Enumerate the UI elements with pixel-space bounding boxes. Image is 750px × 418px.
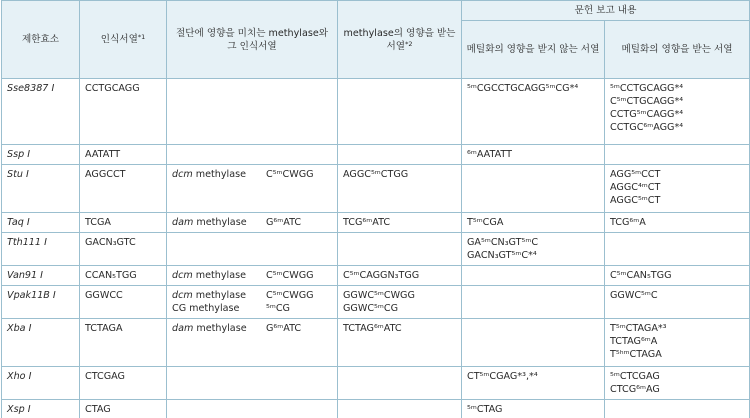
- methylase-name: dam methylase: [172, 323, 247, 334]
- methylase-name: dcm methylase: [172, 290, 246, 301]
- recognition-cell: [80, 400, 167, 418]
- affected-cell: [338, 145, 462, 165]
- not-affected-cell: [462, 165, 605, 213]
- affected-lit-seq: TCG⁶ᵐA: [610, 217, 646, 228]
- methylase-name: dcm methylase: [172, 270, 246, 281]
- methylase-cell: [167, 367, 338, 400]
- not-affected-seq: ⁵ᵐCGCCTGCAGG⁵ᵐCG*⁴: [467, 83, 579, 94]
- recognition-seq: CCTGCAGG: [85, 83, 140, 94]
- not-affected-cell: [462, 145, 605, 165]
- affected-lit-seq: CTCG⁶ᵐAG: [610, 384, 660, 395]
- affected-lit-seq: CCTGC⁶ᵐAGG*⁴: [610, 122, 684, 133]
- affected-lit-cell: [605, 145, 750, 165]
- header-recognition: 인식서열$^{*1}$: [80, 1, 167, 79]
- affected-lit-seq: GGWC⁵ᵐC: [610, 290, 658, 301]
- enzyme-name: Sse8387 I: [7, 83, 55, 94]
- methylase-name: dam methylase: [172, 217, 247, 228]
- table-row: [2, 213, 750, 233]
- not-affected-seq: GACN₃GT⁵ᵐC*⁴: [467, 250, 537, 261]
- not-affected-cell: [462, 79, 605, 145]
- affected-cell: [338, 79, 462, 145]
- affected-lit-seq: AGGC⁴ᵐCT: [610, 182, 661, 193]
- affected-lit-seq: AGGC⁵ᵐCT: [610, 195, 661, 206]
- affected-lit-seq: ⁵ᵐCTCGAG: [610, 371, 660, 382]
- recognition-seq: TCTAGA: [85, 323, 123, 334]
- affected-lit-seq: T⁵ʰᵐCTAGA: [610, 349, 662, 360]
- recognition-cell: [80, 213, 167, 233]
- recognition-cell: [80, 79, 167, 145]
- table-row: [2, 165, 750, 213]
- enzyme-name: Xho I: [7, 371, 32, 382]
- methylase-name: CG methylase: [172, 303, 240, 314]
- methylase-cell: [167, 266, 338, 286]
- table-body: [2, 79, 750, 418]
- not-affected-cell: [462, 213, 605, 233]
- affected-lit-cell: [605, 319, 750, 367]
- not-affected-cell: [462, 286, 605, 319]
- table-row: [2, 79, 750, 145]
- affected-lit-seq: T⁵ᵐCTAGA*³: [610, 323, 667, 334]
- affected-lit-seq: AGG⁵ᵐCCT: [610, 169, 661, 180]
- recognition-cell: [80, 266, 167, 286]
- enzyme-cell: [2, 286, 80, 319]
- affected-cell: [338, 367, 462, 400]
- table-row: [2, 400, 750, 418]
- recognition-cell: [80, 165, 167, 213]
- affected-cell: [338, 286, 462, 319]
- recognition-seq: GACN₃GTC: [85, 237, 136, 248]
- recognition-cell: [80, 233, 167, 266]
- affected-lit-seq: C⁵ᵐCTGCAGG*⁴: [610, 96, 684, 107]
- methylase-entry: [172, 269, 332, 282]
- affected-seq: GGWC⁵ᵐCG: [343, 303, 399, 314]
- methylase-entry: [172, 168, 332, 181]
- affected-cell: [338, 266, 462, 286]
- not-affected-seq: ⁶ᵐAATATT: [467, 149, 512, 160]
- table-row: [2, 266, 750, 286]
- recognition-seq: AATATT: [85, 149, 121, 160]
- methylase-seq: C⁵ᵐCWGG: [266, 270, 314, 281]
- affected-seq: TCTAG⁶ᵐATC: [343, 323, 402, 334]
- methylase-seq: C⁵ᵐCWGG: [266, 290, 314, 301]
- affected-cell: [338, 213, 462, 233]
- methylase-cell: [167, 79, 338, 145]
- not-affected-cell: [462, 367, 605, 400]
- methylase-cell: [167, 145, 338, 165]
- affected-seq: C⁵ᵐCAGGN₃TGG: [343, 270, 420, 281]
- recognition-seq: CTAG: [85, 404, 111, 415]
- enzyme-cell: [2, 367, 80, 400]
- affected-seq: AGGC⁵ᵐCTGG: [343, 169, 409, 180]
- recognition-seq: CCAN₅TGG: [85, 270, 137, 281]
- methylase-seq: C⁵ᵐCWGG: [266, 169, 314, 180]
- enzyme-name: Van91 I: [7, 270, 43, 281]
- enzyme-name: Stu I: [7, 169, 29, 180]
- not-affected-cell: [462, 400, 605, 418]
- not-affected-seq: ⁵ᵐCTAG: [467, 404, 503, 415]
- methylase-cell: [167, 400, 338, 418]
- enzyme-name: Xba I: [7, 323, 32, 334]
- enzyme-cell: [2, 79, 80, 145]
- methylase-cell: [167, 233, 338, 266]
- table-row: [2, 319, 750, 367]
- methylase-cell: [167, 319, 338, 367]
- methylase-entry: [172, 216, 332, 229]
- affected-cell: [338, 233, 462, 266]
- methylase-seq: G⁶ᵐATC: [266, 217, 302, 228]
- affected-lit-cell: [605, 213, 750, 233]
- table-row: [2, 367, 750, 400]
- recognition-seq: TCGA: [85, 217, 111, 228]
- methylase-entry: [172, 289, 332, 302]
- affected-lit-seq: CCTG⁵ᵐCAGG*⁴: [610, 109, 684, 120]
- recognition-cell: [80, 367, 167, 400]
- methylase-entry: [172, 302, 332, 315]
- affected-seq: GGWC⁵ᵐCWGG: [343, 290, 415, 301]
- methylase-seq: ⁵ᵐCG: [266, 303, 290, 314]
- methylase-entry: [172, 322, 332, 335]
- enzyme-cell: [2, 319, 80, 367]
- enzyme-cell: [2, 145, 80, 165]
- recognition-seq: CTCGAG: [85, 371, 125, 382]
- header-affected-lit: 메틸화의 영향을 받는 서열: [605, 21, 750, 79]
- table-row: [2, 286, 750, 319]
- affected-lit-cell: [605, 266, 750, 286]
- affected-lit-cell: [605, 400, 750, 418]
- not-affected-cell: [462, 266, 605, 286]
- methylase-seq: G⁶ᵐATC: [266, 323, 302, 334]
- table-row: [2, 145, 750, 165]
- not-affected-seq: GA⁵ᵐCN₃GT⁵ᵐC: [467, 237, 539, 248]
- enzyme-name: Taq I: [7, 217, 30, 228]
- restriction-enzyme-table: [1, 0, 750, 418]
- not-affected-seq: T⁵ᵐCGA: [467, 217, 504, 228]
- methylase-name: dcm methylase: [172, 169, 246, 180]
- not-affected-cell: [462, 319, 605, 367]
- enzyme-cell: [2, 213, 80, 233]
- enzyme-cell: [2, 233, 80, 266]
- recognition-cell: [80, 286, 167, 319]
- enzyme-name: Vpak11B I: [7, 290, 56, 301]
- header-methylase: 절단에 영향을 미치는 methylase와 그 인식서열: [167, 1, 338, 79]
- affected-lit-seq: TCTAG⁶ᵐA: [610, 336, 658, 347]
- affected-cell: [338, 165, 462, 213]
- affected-lit-seq: C⁵ᵐCAN₅TGG: [610, 270, 672, 281]
- affected-lit-cell: [605, 79, 750, 145]
- enzyme-name: Tth111 I: [7, 237, 47, 248]
- recognition-cell: [80, 145, 167, 165]
- methylase-cell: [167, 165, 338, 213]
- affected-cell: [338, 319, 462, 367]
- recognition-seq: AGGCCT: [85, 169, 126, 180]
- recognition-cell: [80, 319, 167, 367]
- affected-seq: TCG⁶ᵐATC: [343, 217, 391, 228]
- header-not-affected: 메틸화의 영향을 받지 않는 서열: [462, 21, 605, 79]
- recognition-seq: GGWCC: [85, 290, 123, 301]
- header-enzyme: 제한효소: [2, 1, 80, 79]
- methylase-cell: [167, 213, 338, 233]
- enzyme-name: Ssp I: [7, 149, 31, 160]
- enzyme-cell: [2, 400, 80, 418]
- methylase-cell: [167, 286, 338, 319]
- affected-lit-cell: [605, 286, 750, 319]
- not-affected-seq: CT⁵ᵐCGAG*³,*⁴: [467, 371, 538, 382]
- enzyme-cell: [2, 165, 80, 213]
- header-report: 문헌 보고 내용: [462, 1, 750, 21]
- affected-lit-seq: ⁵ᵐCCTGCAGG*⁴: [610, 83, 684, 94]
- affected-lit-cell: [605, 367, 750, 400]
- enzyme-cell: [2, 266, 80, 286]
- affected-cell: [338, 400, 462, 418]
- affected-lit-cell: [605, 165, 750, 213]
- not-affected-cell: [462, 233, 605, 266]
- header-affected: methylase의 영향을 받는 서열$^{*2}$: [338, 1, 462, 79]
- affected-lit-cell: [605, 233, 750, 266]
- table-row: [2, 233, 750, 266]
- enzyme-name: Xsp I: [7, 404, 31, 415]
